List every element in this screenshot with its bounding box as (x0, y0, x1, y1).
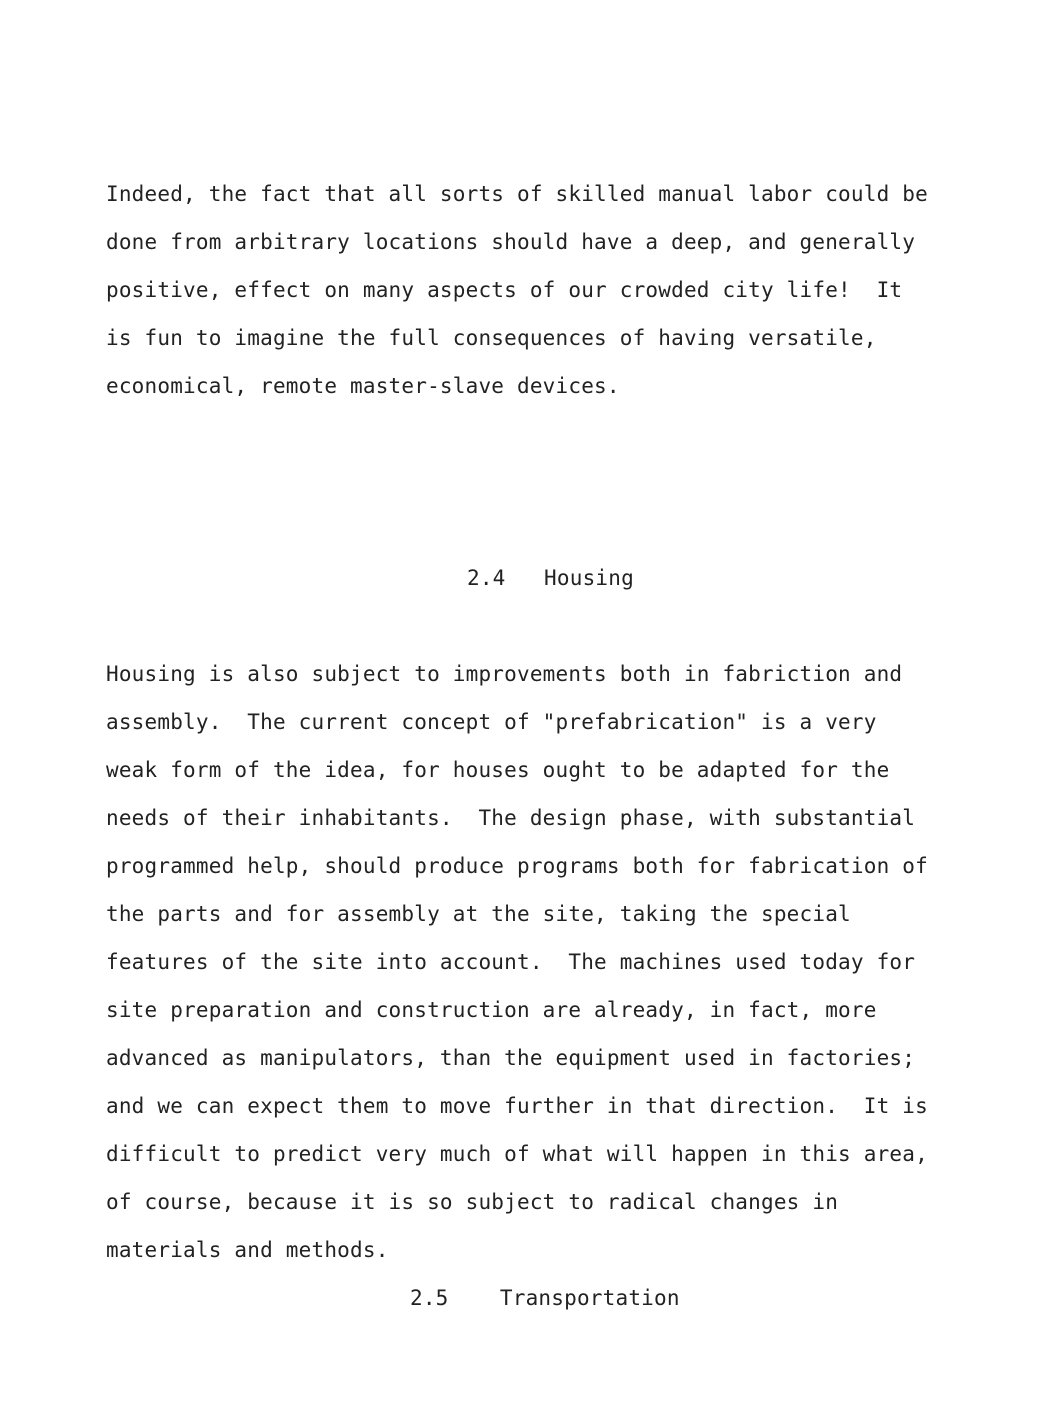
section-heading-transportation: 2.5 Transportation (410, 1286, 680, 1310)
text-line: programmed help, should produce programs both for fabrication of (106, 854, 928, 878)
text-line: needs of their inhabitants. The design phase, with substantial (106, 806, 916, 830)
text-line: site preparation and construction are already, in fact, more (106, 998, 877, 1022)
text-line: Indeed, the fact that all sorts of skilled manual labor could be (106, 182, 928, 206)
text-line: the parts and for assembly at the site, taking the special (106, 902, 851, 926)
text-line: done from arbitrary locations should have a deep, and generally (106, 230, 916, 254)
text-line: weak form of the idea, for houses ought to be adapted for the (106, 758, 890, 782)
text-line: assembly. The current concept of "prefabrication" is a very (106, 710, 877, 734)
text-line: economical, remote master-slave devices. (106, 374, 620, 398)
text-line: positive, effect on many aspects of our crowded city life! It (106, 278, 903, 302)
section-heading-housing: 2.4 Housing (467, 566, 634, 590)
text-line: difficult to predict very much of what will happen in this area, (106, 1142, 928, 1166)
text-line: Housing is also subject to improvements both in fabriction and (106, 662, 903, 686)
text-line: is fun to imagine the full consequences of having versatile, (106, 326, 877, 350)
text-line: and we can expect them to move further in that direction. It is (106, 1094, 928, 1118)
text-line: of course, because it is so subject to radical changes in (106, 1190, 839, 1214)
text-line: features of the site into account. The machines used today for (106, 950, 916, 974)
text-line: materials and methods. (106, 1238, 389, 1262)
text-line: advanced as manipulators, than the equipment used in factories; (106, 1046, 916, 1070)
